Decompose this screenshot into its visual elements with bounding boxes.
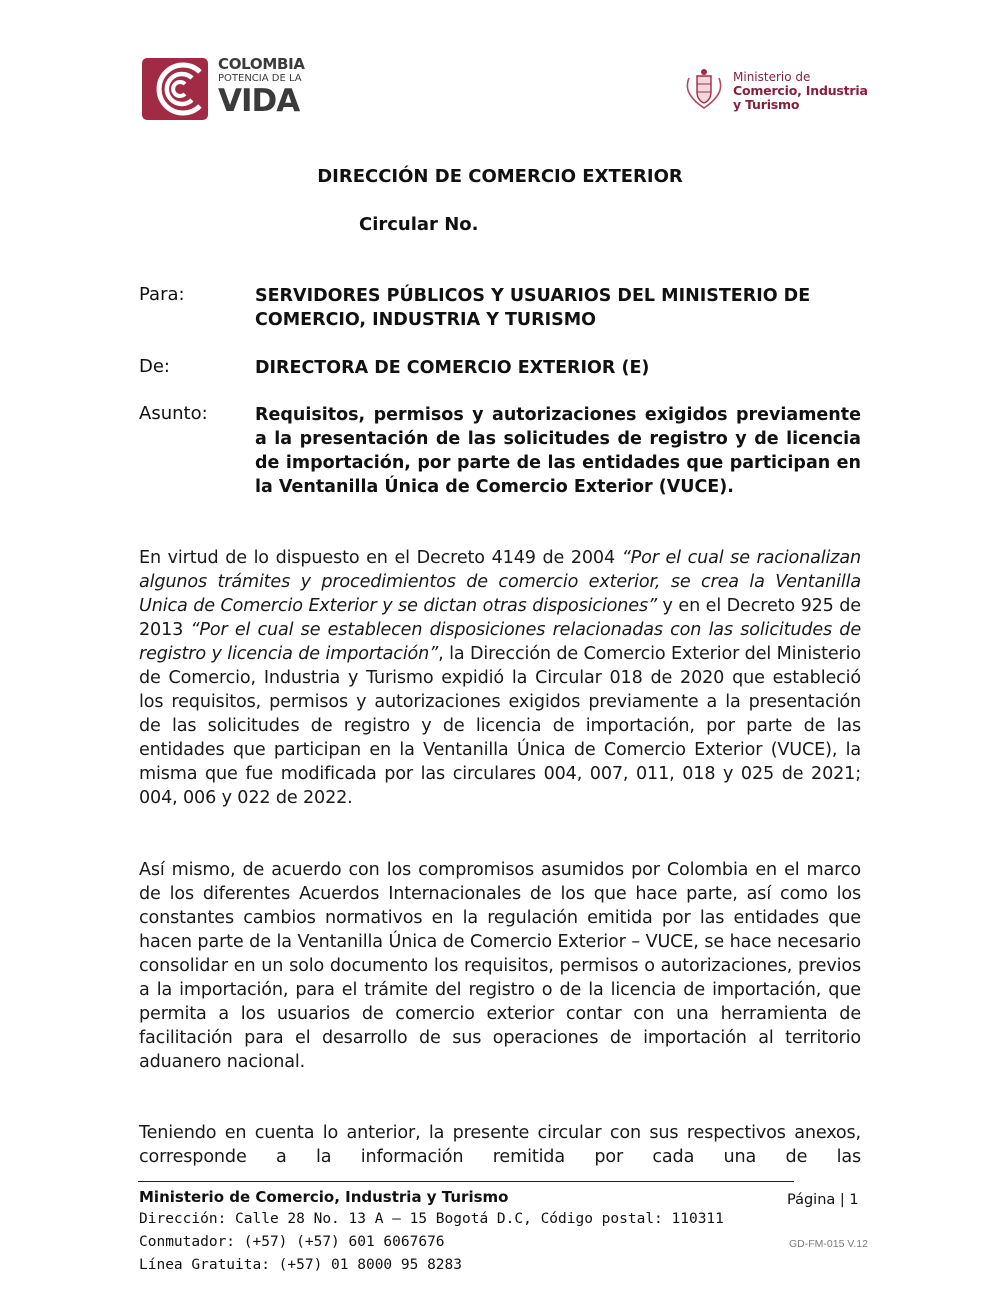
asunto-value: Requisitos, permisos y autorizaciones exigidos previamente a la presentación de las solicitudes de registro y de licencia de importación, por parte de las entidades que participan en la Ventanilla Única de Comercio Exterior (VUCE). bbox=[255, 405, 861, 497]
para-label: Para: bbox=[139, 284, 185, 305]
coat-of-arms-icon bbox=[683, 68, 725, 112]
p1-quote-decreto-4149: “Por el cual se racionalizan algunos trámites y procedimientos de comercio exterior, se crea la Ventanilla Unica de Comercio Exterior y se dictan otras disposiciones” bbox=[139, 548, 861, 616]
footer-phone: Conmutador: (+57) (+57) 601 6067676 bbox=[139, 1234, 445, 1250]
logo-wordmark bbox=[218, 56, 305, 117]
paragraph-1 bbox=[139, 546, 861, 810]
ministerio-line-3: y Turismo bbox=[733, 97, 800, 112]
logo-line-colombia: COLOMBIA bbox=[218, 55, 305, 73]
p1-text-e: , la Dirección de Comercio Exterior del Ministerio de Comercio, Industria y Turismo expidió la Circular 018 de 2020 que estableció los requisitos, permisos y autorizaciones exigidos previamente a la presentación de las solicitudes de registro y de licencia de importación, por parte de las entidades que participan en la Ventanilla Única de Comercio Exterior (VUCE), la misma que fue modificada por las circulares 004, 007, 011, 018 y 025 de 2021; 004, 006 y 022 de 2022. bbox=[139, 644, 861, 808]
ministerio-line-1: Ministerio de bbox=[733, 70, 811, 84]
de-label: De: bbox=[139, 356, 170, 377]
paragraph-3: Teniendo en cuenta lo anterior, la presente circular con sus respectivos anexos, corresponde a la información remitida por cada una de las bbox=[139, 1123, 861, 1167]
p1-text-a: En virtud de lo dispuesto en el Decreto 4149 de 2004 bbox=[139, 548, 622, 568]
p1-quote-decreto-925: “Por el cual se establecen disposiciones relacionadas con las solicitudes de registro y licencia de importación” bbox=[139, 620, 862, 664]
footer-toll-free: Línea Gratuita: (+57) 01 8000 95 8283 bbox=[139, 1257, 463, 1273]
wave-mark-icon bbox=[142, 58, 208, 120]
ministerio-logo bbox=[683, 68, 873, 114]
footer-divider bbox=[138, 1181, 794, 1182]
footer-address: Dirección: Calle 28 No. 13 A – 15 Bogotá D.C, Código postal: 110311 bbox=[139, 1211, 724, 1227]
ministerio-wordmark bbox=[733, 70, 868, 112]
asunto-label: Asunto: bbox=[139, 403, 208, 424]
colombia-potencia-de-la-vida-logo bbox=[142, 56, 322, 122]
para-value: SERVIDORES PÚBLICOS Y USUARIOS DEL MINISTERIO DE COMERCIO, INDUSTRIA Y TURISMO bbox=[255, 286, 811, 330]
page-number: Página | 1 bbox=[787, 1192, 859, 1208]
logo-line-potencia: POTENCIA DE LA bbox=[218, 73, 302, 84]
footer-organization: Ministerio de Comercio, Industria y Turismo bbox=[139, 1188, 509, 1206]
logo-line-vida: VIDA bbox=[218, 83, 300, 119]
ministerio-line-2: Comercio, Industria bbox=[733, 83, 868, 98]
de-value: DIRECTORA DE COMERCIO EXTERIOR (E) bbox=[255, 358, 650, 378]
p1-text-c: y en el Decreto 925 de 2013 bbox=[139, 596, 861, 640]
form-code: GD-FM-015 V.12 bbox=[789, 1238, 868, 1250]
paragraph-2: Así mismo, de acuerdo con los compromisos asumidos por Colombia en el marco de los diferentes Acuerdos Internacionales de los que hace parte, así como los constantes cambios normativos en la regulación emitida por las entidades que hacen parte de la Ventanilla Única de Comercio Exterior – VUCE, se hace necesario consolidar en un solo documento los requisitos, permisos o autorizaciones, previos a la importación, para el trámite del registro o de la licencia de importación, que permita a los usuarios de comercio exterior contar con una herramienta de facilitación para el desarrollo de sus operaciones de importación al territorio aduanero nacional. bbox=[139, 860, 861, 1072]
document-title: DIRECCIÓN DE COMERCIO EXTERIOR bbox=[317, 166, 683, 187]
circular-number: Circular No. bbox=[359, 214, 479, 235]
